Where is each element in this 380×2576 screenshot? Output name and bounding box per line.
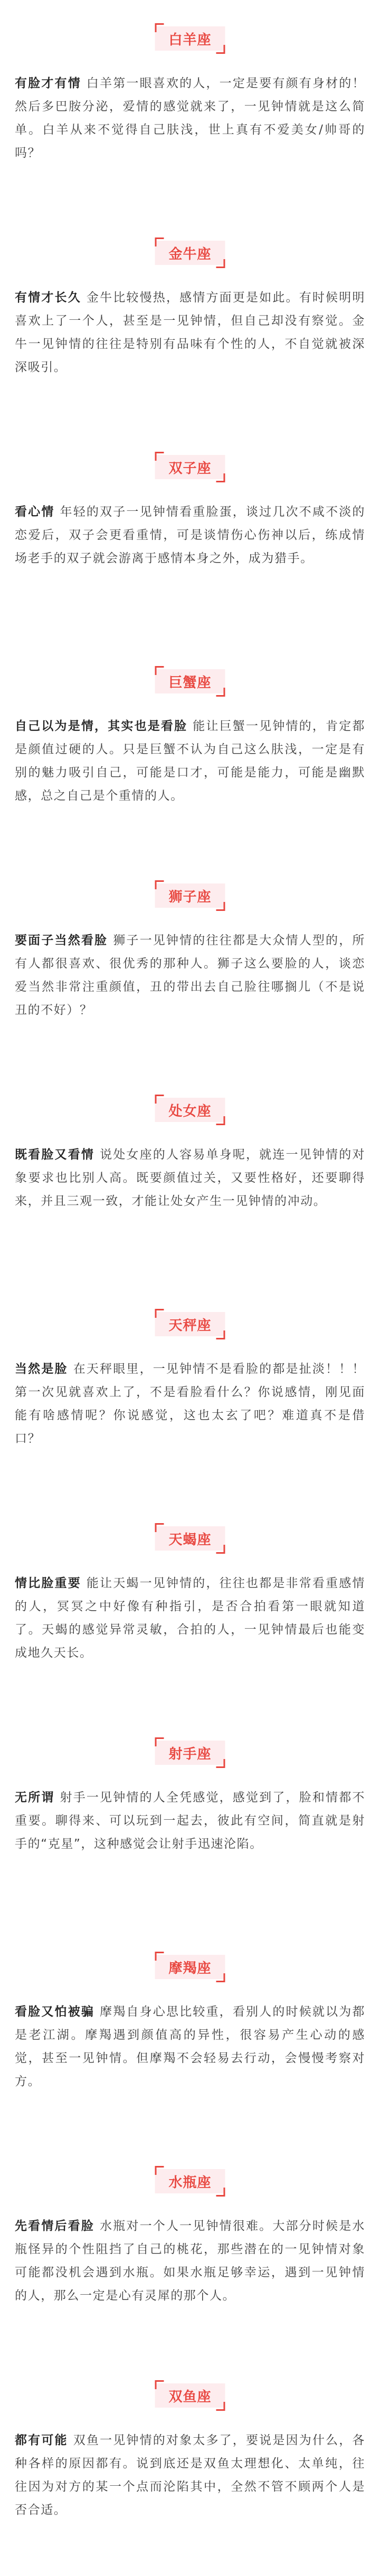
paragraph-text: 双鱼一见钟情的对象太多了，要说是因为什么，各种各样的原因都有。说到底还是双鱼太理想化、太单纯，往往因为对方的某一个点而沦陷其中，全然不管不顾两个人是否合适。: [15, 2434, 365, 2517]
lead-phrase: 无所谓: [15, 1791, 55, 1804]
lead-phrase: 要面子当然看脸: [15, 934, 108, 947]
sign-title: 射手座: [168, 1746, 212, 1762]
paragraph-text: 水瓶对一个人一见钟情很难。大部分时候是水瓶怪异的个性阻挡了自己的桃花，那些潜在的一见钟情对象可能都没机会遇到水瓶。如果水瓶足够幸运，遇到一见钟情的人，那么一定是心有灵犀的那个人。: [15, 2219, 365, 2303]
paragraph-text: 能让天蝎一见钟情的，往往也都是非常看重感情的人，冥冥之中好像有种指引，是否合拍看第一眼就知道了。天蝎的感觉异常灵敏，合拍的人，一见钟情最后也能变成地久天长。: [15, 1576, 366, 1660]
section-paragraph: [15, 1786, 365, 1856]
sign-title: 天蝎座: [168, 1532, 212, 1548]
lead-phrase: 有情才长久: [15, 291, 81, 305]
lead-phrase: 都有可能: [15, 2434, 68, 2447]
sign-badge: [155, 666, 225, 697]
sign-badge: [155, 1523, 225, 1554]
sign-title: 狮子座: [168, 889, 212, 905]
lead-phrase: 情比脸重要: [15, 1576, 81, 1590]
section-paragraph: [15, 72, 365, 165]
lead-phrase: 既看脸又看情: [15, 1148, 95, 1162]
sign-badge: [155, 1095, 225, 1125]
section-paragraph: [15, 286, 365, 379]
paragraph-text: 摩羯自身心思比较重，看别人的时候就以为都是老江湖。摩羯遇到颜值高的异性，很容易产生心动的感觉，甚至一见钟情。但摩羯不会轻易去行动，会慢慢考察对方。: [15, 2005, 365, 2088]
sign-title: 处女座: [168, 1103, 212, 1119]
sign-title: 双鱼座: [168, 2389, 212, 2405]
sign-badge: [155, 452, 225, 482]
paragraph-text: 在天秤眼里，一见钟情不是看脸的都是扯淡！！！第一次见就喜欢上了，不是看脸看什么？你说感情，刚见面能有啥感情呢？你说感觉，这也太玄了吧？难道真不是借口？: [15, 1362, 365, 1446]
sign-badge: [155, 23, 225, 54]
paragraph-text: 射手一见钟情的人全凭感觉，感觉到了，脸和情都不重要。聊得来、可以玩到一起去，彼此有空间，简直就是射手的“克星”，这种感觉会让射手迅速沦陷。: [15, 1791, 365, 1851]
paragraph-text: 能让巨蟹一见钟情的，肯定都是颜值过硬的人。只是巨蟹不认为自己这么肤浅，一定是有别的魅力吸引自己，可能是口才，可能是能力，可能是幽默感，总之自己是个重情的人。: [15, 719, 365, 803]
section-paragraph: [15, 1572, 365, 1665]
sign-title: 白羊座: [168, 32, 212, 48]
sign-badge: [155, 1737, 225, 1768]
sign-badge: [155, 1952, 225, 1982]
sign-badge: [155, 2380, 225, 2411]
section-paragraph: [15, 1357, 365, 1450]
lead-phrase: 有脸才有情: [15, 77, 81, 90]
paragraph-text: 金牛比较慢热，感情方面更是如此。有时候明明喜欢上了一个人，甚至是一见钟情，但自己却没有察觉。金牛一见钟情的往往是特别有品味有个性的人，不自觉就被深深吸引。: [15, 291, 366, 374]
sign-title: 双子座: [168, 460, 212, 477]
section-paragraph: [15, 500, 365, 570]
paragraph-text: 狮子一见钟情的往往都是大众情人型的，所有人都很喜欢、很优秀的那种人。狮子这么要脸的人，谈恋爱当然非常注重颜值，丑的带出去自己脸往哪搁儿（不是说丑的不好）？: [15, 934, 365, 1017]
lead-phrase: 先看情后看脸: [15, 2219, 95, 2233]
section-paragraph: [15, 2429, 365, 2522]
sign-title: 水瓶座: [168, 2174, 212, 2191]
lead-phrase: 自己以为是情，其实也是看脸: [15, 719, 188, 733]
lead-phrase: 当然是脸: [15, 1362, 68, 1376]
section-paragraph: [15, 715, 365, 807]
sign-badge: [155, 1309, 225, 1339]
sign-badge: [155, 2166, 225, 2197]
sign-title: 摩羯座: [168, 1960, 212, 1976]
paragraph-text: 说处女座的人容易单身呢，就连一见钟情的对象要求也比别人高。既要颜值过关，又要性格好，还要聊得来，并且三观一致，才能让处女产生一见钟情的冲动。: [15, 1148, 365, 1208]
section-paragraph: [15, 929, 365, 1022]
paragraph-text: 白羊第一眼喜欢的人，一定是要有颜有身材的！然后多巴胺分泌，爱情的感觉就来了，一见钟情就是这么简单。白羊从来不觉得自己肤浅，世上真有不爱美女/帅哥的吗？: [15, 77, 366, 160]
sign-badge: [155, 880, 225, 911]
section-paragraph: [15, 2000, 365, 2093]
sign-badge: [155, 237, 225, 268]
lead-phrase: 看心情: [15, 505, 55, 519]
paragraph-text: 年轻的双子一见钟情看重脸蛋，谈过几次不咸不淡的恋爱后，双子会更看重情，可是谈情伤心伤神以后，练成情场老手的双子就会游离于感情本身之外，成为猎手。: [15, 505, 365, 565]
lead-phrase: 看脸又怕被骗: [15, 2005, 95, 2019]
section-paragraph: [15, 2214, 365, 2307]
section-paragraph: [15, 1143, 365, 1213]
sign-title: 天秤座: [168, 1317, 212, 1334]
sign-title: 金牛座: [168, 246, 212, 262]
sign-title: 巨蟹座: [168, 674, 212, 691]
